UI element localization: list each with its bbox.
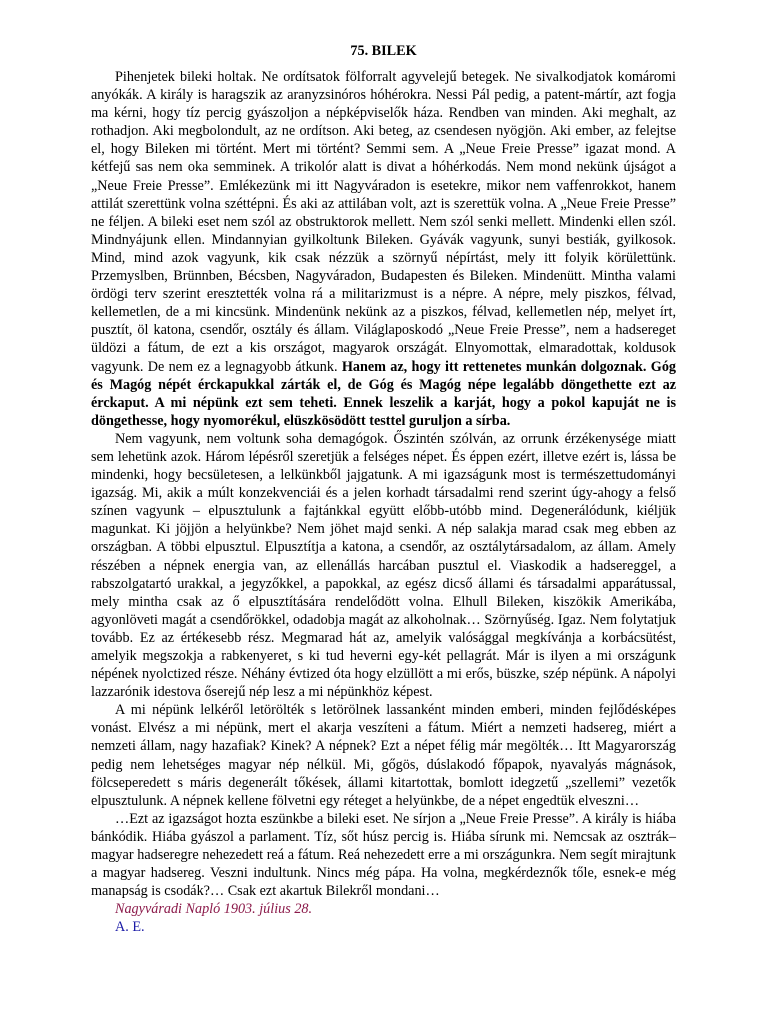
paragraph-2-text: Nem vagyunk, nem voltunk soha demagógok. Őszintén szólván, az orrunk érzékenysége miatt sem lehetünk azok. Három lépésről szeretjük a felséges népet. És éppen ezért, illetve ezért is, lássa be mindenki, hogy becsületesen, a lelkünkből jajgatunk. A mi igazságunk most is természettudományi igazság. Mi, akik a múlt konzekvenciái és a jelen korhadt társadalmi rend szerint úgy-ahogy a felső színen vagyunk – elpusztulunk a fajtánkkal együtt előbb-utóbb mind. Degenerálódunk, kiéljük magunkat. Ki jöjjön a helyünkbe? Nem jöhet majd senki. A nép salakja marad csak meg ebben az országban. A többi elpusztul. Elpusztítja a katona, a csendőr, az osztálytársadalom, az állam. Amely részében a népnek energia van, az ellenállás harcában pusztul el. Viaskodik a hadsereggel, a rabszolgatartó urakkal, a jegyzőkkel, a papokkal, az egész dicső állami és társadalmi apparátussal, mely mintha csak az ő elpusztítására rendelődött volna. Elhull Bileken, kiszökik Amerikába, agyonlöveti magát a csendőrökkel, odadobja magát az alkoholnak… Szörnyűség. Igaz. Nem folytatjuk tovább. Ez az értékesebb rész. Megmarad hát az, amelyik valósággal megkívánja a korbácsütést, amelyik megszokja a rabkenyeret, s ki tud heverni egy-két pellagrát. Már is ilyen a mi országunk népének nyolctized része. Néhány évtized óta hogy elzüllött a mi erős, büszke, szép népünk. A nápolyi lazzarónik idestova őserejű nép lesz a mi népünkhöz képest.	[91, 430, 676, 701]
article	[91, 42, 676, 937]
paragraph-4-text: …Ezt az igazságot hozta eszünkbe a bileki eset. Ne sírjon a „Neue Freie Presse”. A király is hiába bánkódik. Hiába gyászol a parlament. Tíz, sőt húsz percig is. Hiába sírunk mi. Nemcsak az osztrák–magyar hadseregre nehezedett reá a fátum. Reá nehezedett erre a mi országunkra. Nem segít mirajtunk a magyar hadsereg. Veszni indultunk. Nincs még pápa. Ha volna, megkérdeznők tőle, esnek-e még manapság is csodák?… Csak ezt akartuk Bilekről mondani…	[91, 810, 676, 900]
paragraph-1-bold-text: Hanem az, hogy itt rettenetes munkán dolgoznak. Góg és Magóg népét érckapukkal zárták el, de Góg és Magóg népe legalább döngethette ezt az érckaput. A mi népünk ezt sem teheti. Ennek leszelik a karját, hogy a pokol kapuját ne is döngethesse, hogy nyomorékul, elüszkösödött testtel guruljon a sírba.	[91, 358, 677, 429]
paragraph-1-text: Pihenjetek bileki holtak. Ne ordítsatok fölforralt agyvelejű betegek. Ne sivalkodjatok komáromi anyókák. A király is haragszik az aranyzsinóros hóhérokra. Nessi Pál pedig, a patent-mártír, azt fogja ma kérni, hogy tíz percig gyászoljon a népképviselők háza. Rendben van minden. Aki meghalt, az rothadjon. Aki megbolondult, az ne ordítson. Aki beteg, az csendesen nyögjön. Aki ember, az felejtse el, hogy Bileken mi történt. Mert mi történt? Semmi sem. A „Neue Freie Presse” igazat mond. A kétfejű sas nem oka semminek. A trikolór alatt is divat a hóhérkodás. Nem mond nekünk újságot a „Neue Freie Presse”. Emlékezünk mi itt Nagyváradon is esetekre, mikor nem vaffenrokkot, hanem attilát szerettünk volna széttépni. És aki az attilában volt, azt is szerettük volna. A „Neue Freie Presse” ne féljen. A bileki eset nem szól az obstruktorok mellett. Nem szól senki mellett. Mindenki ellen szól. Mindnyájunk ellen. Mindannyian gyilkoltunk Bileken. Gyávák vagyunk, sunyi bestiák, gyilkosok. Mind, mind azok vagyunk, kik csak nézzük a szörnyű népírtást, mely itt folyik körülettünk. Przemyslben, Brünnben, Bécsben, Nagyváradon, Budapesten és Bileken. Mindenütt. Mintha valami ördögi terv szerint eresztették volna rá a militarizmust is a népre. A népre, mely piszkos, félvad, kellemetlen, de a mi kincsünk. Mindenünk nekünk az a piszkos, félvad, kellemetlen nép, melyet írt, pusztít, öl katona, csendőr, osztály és állam. Világlaposkodó „Neue Freie Presse”, nem a hadsereget üldözi a fátum, de ezt a kis országot, magyarok országát. Elnyomottak, elmaradottak, koldusok vagyunk. De nem ez a legnagyobb átkunk.	[91, 69, 676, 375]
paragraph-4	[91, 810, 676, 900]
source-citation: Nagyváradi Napló 1903. július 28.	[115, 901, 313, 918]
author-initials: A. E.	[115, 919, 145, 936]
paragraph-2	[91, 430, 676, 701]
paragraph-1	[91, 68, 676, 430]
article-title: 75. BILEK	[350, 43, 417, 59]
paragraph-3	[91, 701, 676, 810]
paragraph-3-text: A mi népünk lelkéről letörölték s letörölnek lassanként minden emberi, minden fejlődésképes vonást. Elvész a mi népünk, mert el akarja veszíteni a fátum. Miért a nemzeti hadsereg, miért a nemzeti állam, nagy hazafiak? Kinek? A népnek? Ezt a népet félig már megölték… Itt Magyarország pedig nem lehetséges magyar nép nélkül. Mi, gőgös, dúslakodó főpapok, nyavalyás mágnások, fölcseperedett s máris degenerált tőkések, állami kitartottak, bomlott idegzetű „szellemi” vezetők elpusztulunk. A népnek kellene fölvetni egy réteget a helyünkbe, de a népet engedtük elveszni…	[91, 702, 676, 809]
